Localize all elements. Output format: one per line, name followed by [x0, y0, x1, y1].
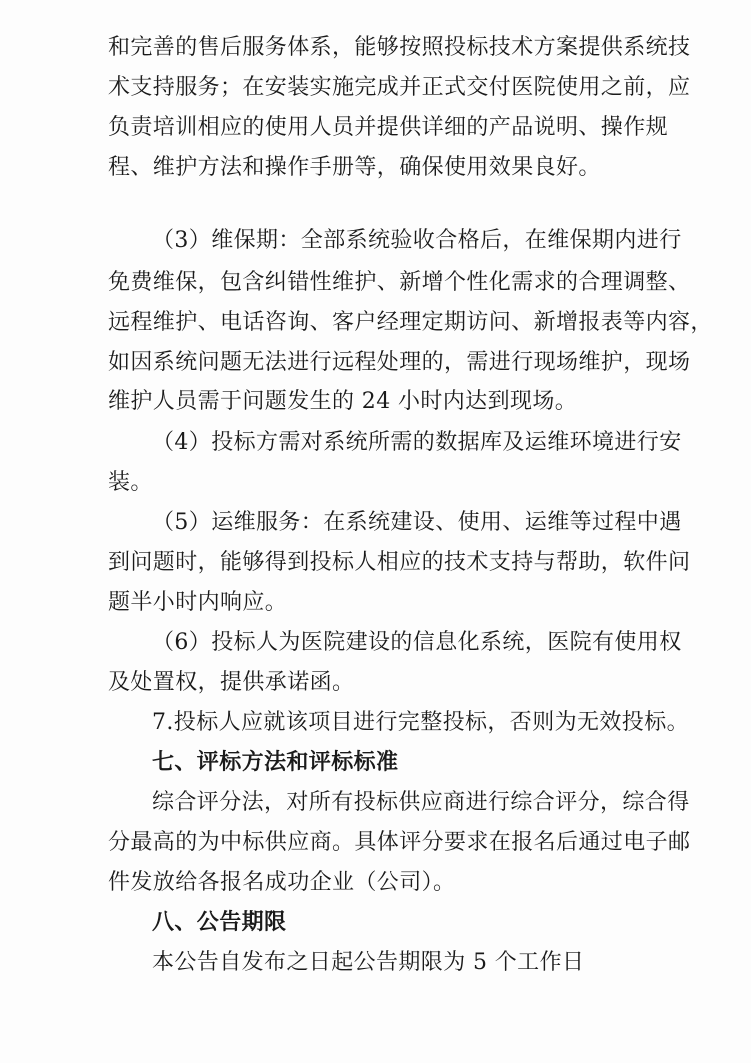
text-line: 分最高的为中标供应商。具体评分要求在报名后通过电子邮: [108, 830, 691, 855]
text-line: 及处置权，提供承诺函。: [108, 670, 355, 695]
text-line: 到问题时，能够得到投标人相应的技术支持与帮助，软件问: [108, 550, 691, 575]
text-line: 综合评分法，对所有投标供应商进行综合评分，综合得: [152, 790, 690, 815]
text-line: 和完善的售后服务体系，能够按照投标技术方案提供系统技: [108, 35, 691, 60]
text-line: （4）投标方需对系统所需的数据库及运维环境进行安: [152, 430, 682, 455]
section-heading: 七、评标方法和评标标准: [152, 750, 399, 775]
text-line: 题半小时内响应。: [108, 590, 288, 615]
text-line: 件发放给各报名成功企业（公司）。: [108, 870, 456, 895]
text-line: 本公告自发布之日起公告期限为 5 个工作日: [152, 950, 585, 975]
text-line: 装。: [108, 470, 153, 495]
text-line: 维护人员需于问题发生的 24 小时内达到现场。: [108, 389, 578, 414]
text-line: 远程维护、电话咨询、客户经理定期访问、新增报表等内容，: [108, 310, 713, 335]
text-line: （3）维保期：全部系统验收合格后，在维保期内进行: [152, 228, 682, 253]
section-heading: 八、公告期限: [152, 910, 287, 935]
text-line: 如因系统问题无法进行远程处理的，需进行现场维护，现场: [108, 350, 691, 375]
text-line: 术支持服务；在安装实施完成并正式交付医院使用之前，应: [108, 75, 691, 100]
text-line: 7.投标人应就该项目进行完整投标，否则为无效投标。: [152, 710, 689, 735]
text-line: 程、维护方法和操作手册等，确保使用效果良好。: [108, 155, 601, 180]
text-line: 负责培训相应的使用人员并提供详细的产品说明、操作规: [108, 115, 669, 140]
text-line: （6）投标人为医院建设的信息化系统，医院有使用权: [152, 630, 682, 655]
text-line: （5）运维服务：在系统建设、使用、运维等过程中遇: [152, 510, 682, 535]
text-line: 免费维保，包含纠错性维护、新增个性化需求的合理调整、: [108, 270, 691, 295]
